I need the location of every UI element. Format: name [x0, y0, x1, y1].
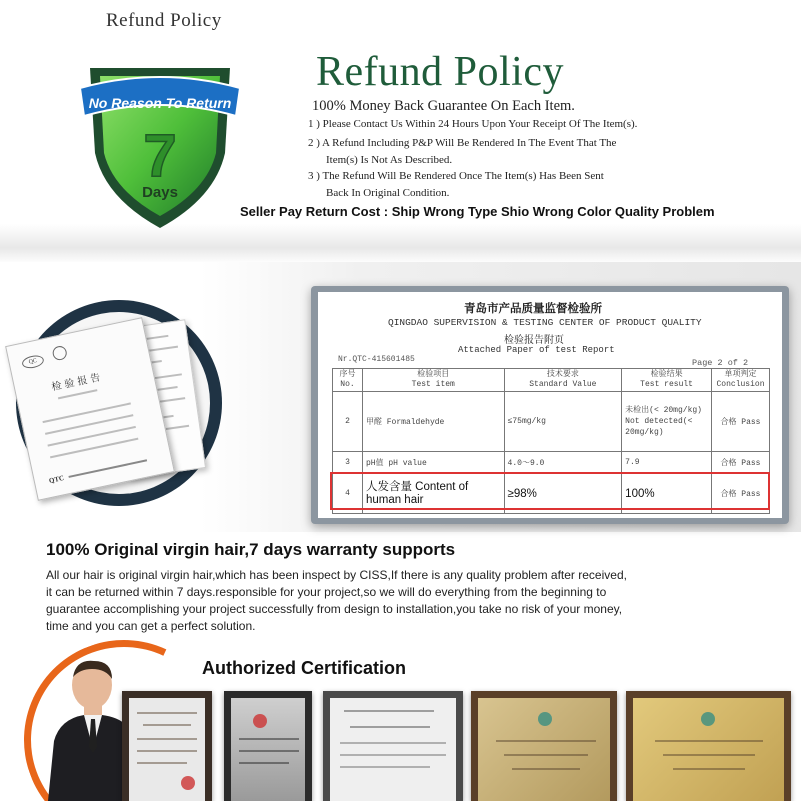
- row-item: 甲醛 Formaldehyde: [362, 392, 504, 452]
- row-result: 100%: [622, 474, 712, 514]
- doc-mark: QTC: [48, 474, 65, 485]
- certificate-image: [122, 691, 212, 801]
- certificate-image: [471, 691, 617, 801]
- table-row: [333, 392, 770, 452]
- money-back-guarantee: 100% Money Back Guarantee On Each Item.: [312, 98, 575, 114]
- warranty-text-line: time and you can get a perfect solution.: [46, 619, 256, 633]
- warranty-text-line: guarantee accomplishing your project successfully from design to installation,you take no risk of your money,: [46, 602, 623, 616]
- certification-title: Authorized Certification: [202, 658, 407, 678]
- row-no: 2: [333, 392, 363, 452]
- row-no: 3: [333, 452, 363, 474]
- policy-line-2: 2 ) A Refund Including P&P Will Be Rendered In The Event That The: [308, 137, 617, 149]
- highlight-box: [330, 472, 770, 510]
- policy-line-1: 1 ) Please Contact Us Within 24 Hours Upon Your Receipt Of The Item(s).: [308, 118, 638, 130]
- header-test-item: 检验项目 Test item: [362, 369, 504, 392]
- row-result: 7.9: [622, 452, 712, 474]
- header-no: 序号 No.: [333, 369, 363, 392]
- row-standard: 4.0～9.0: [504, 452, 622, 474]
- report-cn-subtitle: 检验报告附页: [504, 335, 564, 346]
- emblem-icon: [538, 712, 552, 726]
- doc-seal-icon: [51, 345, 68, 362]
- row-conclusion: 合格 Pass: [711, 452, 769, 474]
- row-standard: ≥98%: [504, 474, 622, 514]
- row-item: pH值 pH value: [362, 452, 504, 474]
- header-conclusion: 单项判定 Conclusion: [711, 369, 769, 392]
- table-row: [333, 452, 770, 474]
- row-item: 人发含量 Content of human hair: [362, 474, 504, 514]
- report-page-number: Page 2 of 2: [692, 358, 749, 368]
- row-standard: ≤75mg/kg: [504, 392, 622, 452]
- test-report-paper: [318, 292, 782, 518]
- seller-return-cost-line: Seller Pay Return Cost : Ship Wrong Type Shio Wrong Color Quality Problem: [240, 204, 715, 219]
- policy-line-3: 3 ) The Refund Will Be Rendered Once The Item(s) Has Been Sent: [308, 170, 604, 182]
- shield-banner-text: No Reason To Return: [88, 95, 232, 111]
- doc-logo-icon: QC: [21, 354, 45, 370]
- warranty-text-line: it can be returned within 7 days.responsible for your project,so we will do everything from the beginning to: [46, 585, 607, 599]
- report-en-title: QINGDAO SUPERVISION & TESTING CENTER OF PRODUCT QUALITY: [388, 317, 702, 328]
- shield-number: 7: [143, 122, 177, 189]
- certificate-image: [224, 691, 312, 801]
- emblem-icon: [701, 712, 715, 726]
- policy-line-2-cont: Item(s) Is Not As Described.: [326, 154, 453, 166]
- refund-policy-title: Refund Policy: [316, 49, 564, 95]
- report-cn-title: 青岛市产品质量监督检验所: [464, 301, 602, 315]
- row-conclusion: 合格 Pass: [711, 392, 769, 452]
- shield-unit: Days: [142, 184, 178, 201]
- row-result: 未检出(< 20mg/kg) Not detected(< 20mg/kg): [622, 392, 712, 452]
- seal-icon: [253, 714, 267, 728]
- header-standard: 技术要求 Standard Value: [504, 369, 622, 392]
- certificate-image: [323, 691, 463, 801]
- certificate-image: [626, 691, 791, 801]
- row-conclusion: 合格 Pass: [711, 474, 769, 514]
- warranty-text-line: All our hair is original virgin hair,which has been inspect by CISS,If there is any quality problem after received,: [46, 568, 627, 582]
- report-en-subtitle: Attached Paper of test Report: [458, 345, 615, 355]
- header-result: 检验结果 Test result: [622, 369, 712, 392]
- seal-icon: [181, 776, 195, 790]
- warranty-title: 100% Original virgin hair,7 days warranty supports: [46, 540, 456, 559]
- policy-line-3-cont: Back In Original Condition.: [326, 187, 450, 199]
- report-number: Nr.QTC-415601485: [338, 355, 415, 364]
- doc-cn-title: 检 验 报 告: [50, 372, 102, 394]
- row-no: 4: [333, 474, 363, 514]
- seven-days-shield-badge: [80, 58, 240, 233]
- table-header-row: [333, 369, 770, 392]
- small-title: Refund Policy: [106, 10, 222, 31]
